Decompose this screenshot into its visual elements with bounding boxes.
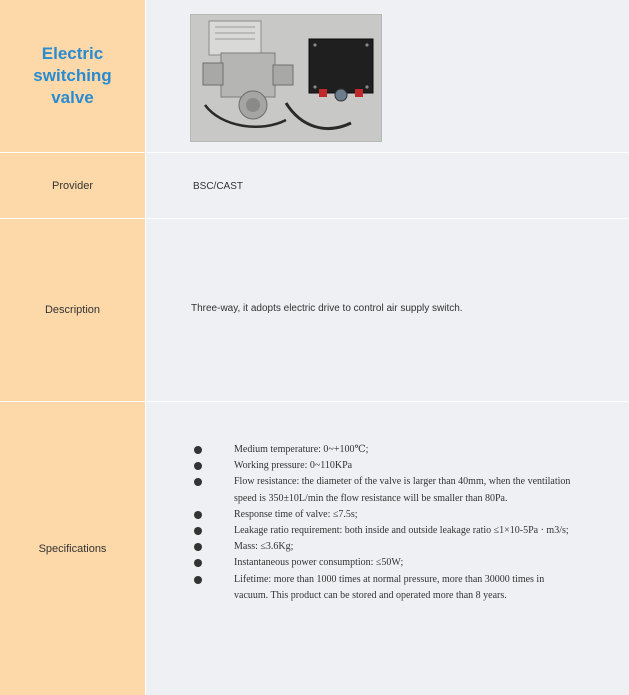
spec-item: Response time of valve: ≤7.5s; xyxy=(194,507,574,523)
spec-item: Instantaneous power consumption: ≤50W; xyxy=(194,555,574,571)
spec-list xyxy=(194,442,574,604)
bullet-icon xyxy=(194,462,202,470)
provider-label: Provider xyxy=(0,153,146,218)
photo-cell xyxy=(146,0,629,152)
provider-row xyxy=(0,153,629,219)
provider-value: BSC/CAST xyxy=(193,181,244,192)
valve-illustration xyxy=(191,15,381,141)
description-row xyxy=(0,219,629,402)
bullet-icon xyxy=(194,478,202,486)
bullet-icon xyxy=(194,446,202,454)
specifications-row xyxy=(0,402,629,695)
spec-item: Working pressure: 0~110KPa xyxy=(194,458,574,474)
provider-cell xyxy=(146,153,629,218)
product-title: Electric switching valve xyxy=(33,44,112,107)
title-row xyxy=(0,0,629,153)
bullet-icon xyxy=(194,527,202,535)
spec-item: Flow resistance: the diameter of the valve is larger than 40mm, when the ventilation speed is 350±10L/min the flow resistance will be smaller than 80Pa. xyxy=(194,474,574,506)
bullet-icon xyxy=(194,559,202,567)
bullet-icon xyxy=(194,543,202,551)
specifications-label: Specifications xyxy=(0,402,146,695)
spec-item: Mass: ≤3.6Kg; xyxy=(194,539,574,555)
title-cell xyxy=(0,0,146,152)
description-value: Three-way, it adopts electric drive to control air supply switch. xyxy=(191,303,463,314)
spec-item: Medium temperature: 0~+100℃; xyxy=(194,442,574,458)
spec-item: Leakage ratio requirement: both inside and outside leakage ratio ≤1×10-5Pa · m3/s; xyxy=(194,523,574,539)
product-photo xyxy=(190,14,382,142)
description-cell xyxy=(146,219,629,401)
bullet-icon xyxy=(194,576,202,584)
specifications-cell xyxy=(146,402,629,695)
description-label: Description xyxy=(0,219,146,401)
bullet-icon xyxy=(194,511,202,519)
spec-item: Lifetime: more than 1000 times at normal pressure, more than 30000 times in vacuum. This product can be stored and operated more than 8 years. xyxy=(194,572,574,604)
